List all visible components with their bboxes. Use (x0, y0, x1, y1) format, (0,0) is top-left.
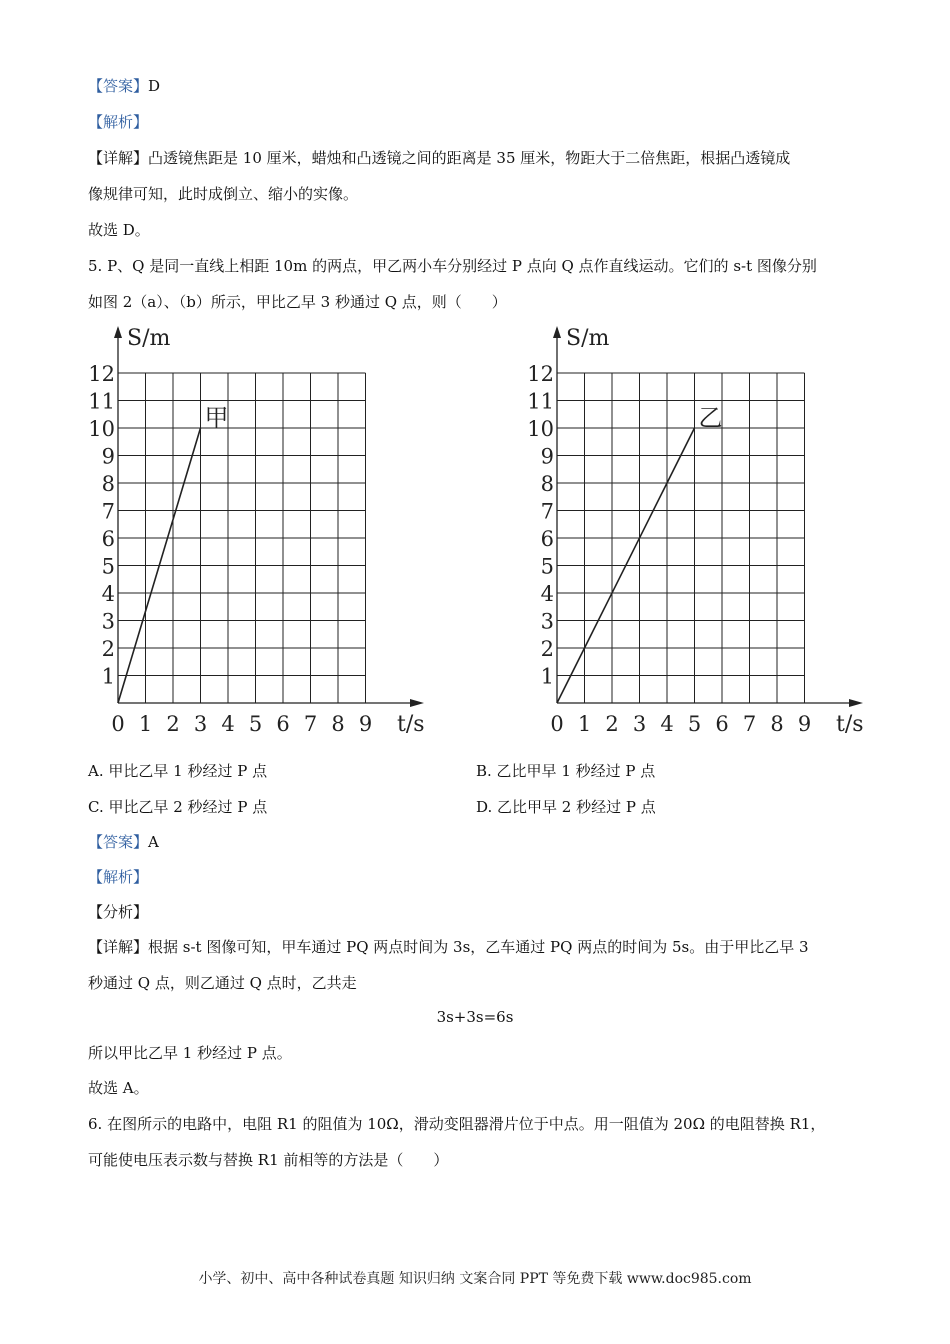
option-b: B. 乙比甲早 1 秒经过 P 点 (476, 762, 656, 780)
x-axis-label: t/s (397, 712, 425, 737)
x-tick-label: 0 (550, 712, 564, 736)
x-tick-label: 2 (605, 712, 619, 736)
y-axis-label: S/m (127, 326, 171, 351)
x-tick-label: 2 (166, 712, 180, 736)
y-axis-arrow (553, 326, 561, 338)
x-tick-label: 6 (276, 712, 290, 736)
y-tick-label: 9 (101, 444, 115, 469)
y-tick-label: 12 (527, 362, 554, 386)
y-tick-label: 1 (540, 664, 554, 689)
x-tick-label: 5 (687, 712, 702, 736)
x-tick-label: 3 (632, 712, 647, 736)
x-tick-label: 7 (742, 712, 757, 736)
option-c: C. 甲比乙早 2 秒经过 P 点 (88, 798, 268, 816)
q5-equation: 3s+3s=6s (436, 1008, 514, 1026)
q5-fenxi-tag: 【分析】 (88, 903, 149, 921)
x-tick-label: 7 (303, 712, 318, 736)
x-tick-label: 1 (577, 712, 592, 736)
y-tick-label: 5 (540, 554, 554, 579)
series-label: 甲 (204, 404, 229, 432)
q4-answer-line (88, 76, 160, 96)
x-axis-arrow (410, 699, 424, 707)
option-a: A. 甲比乙早 1 秒经过 P 点 (88, 762, 268, 780)
x-tick-label: 4 (221, 712, 235, 736)
q4-detail-line-1 (88, 148, 790, 168)
detail-tag: 【详解】 (88, 149, 149, 167)
y-tick-label: 12 (88, 362, 115, 386)
answer-value: D (148, 77, 161, 95)
option-d: D. 乙比甲早 2 秒经过 P 点 (476, 798, 656, 816)
y-tick-label: 9 (540, 444, 554, 469)
q5-detail-line-2: 秒通过 Q 点，则乙通过 Q 点时，乙共走 (88, 974, 357, 992)
answer-tag: 【答案】 (88, 77, 149, 95)
y-tick-label: 10 (527, 417, 554, 441)
answer-tag: 【答案】 (88, 833, 149, 851)
st-graph-a (88, 318, 438, 743)
y-tick-label: 11 (88, 389, 115, 414)
q4-analysis-tag: 【解析】 (88, 113, 149, 131)
q5-analysis-tag: 【解析】 (88, 868, 149, 886)
q5-conclusion: 故选 A。 (88, 1079, 149, 1097)
y-tick-label: 4 (540, 582, 554, 606)
y-tick-label: 11 (527, 389, 554, 414)
st-graph-b (527, 318, 877, 743)
y-tick-label: 7 (540, 499, 554, 524)
x-tick-label: 8 (770, 712, 784, 736)
x-tick-label: 9 (358, 712, 373, 736)
y-tick-label: 1 (101, 664, 115, 689)
x-tick-label: 5 (248, 712, 263, 736)
y-tick-label: 8 (101, 472, 115, 496)
y-tick-label: 3 (540, 609, 554, 634)
detail-tag: 【详解】 (88, 938, 149, 956)
y-tick-label: 7 (101, 499, 115, 524)
page-footer: 小学、初中、高中各种试卷真题 知识归纳 文案合同 PPT 等免费下载 www.doc985.com (198, 1271, 752, 1287)
y-tick-label: 6 (540, 527, 554, 551)
y-tick-label: 10 (88, 417, 115, 441)
q5-answer-line (88, 832, 159, 852)
detail-text: 凸透镜焦距是 10 厘米，蜡烛和凸透镜之间的距离是 35 厘米，物距大于二倍焦距，根据凸透镜成 (148, 149, 791, 167)
x-tick-label: 4 (660, 712, 674, 736)
answer-value: A (148, 833, 159, 851)
q6-stem-line-2: 可能使电压表示数与替换 R1 前相等的方法是（ ） (88, 1151, 449, 1169)
y-tick-label: 8 (540, 472, 554, 496)
x-axis-label: t/s (836, 712, 864, 737)
q4-detail-line-2: 像规律可知，此时成倒立、缩小的实像。 (88, 185, 359, 203)
y-tick-label: 2 (101, 637, 115, 661)
x-axis-arrow (849, 699, 863, 707)
detail-text: 根据 s-t 图像可知，甲车通过 PQ 两点时间为 3s，乙车通过 PQ 两点的时间为 5s。由于甲比乙早 3 (148, 938, 809, 956)
x-tick-label: 9 (797, 712, 812, 736)
x-tick-label: 1 (138, 712, 153, 736)
q5-detail-line-1 (88, 937, 809, 957)
y-tick-label: 3 (101, 609, 115, 634)
y-axis-arrow (114, 326, 122, 338)
y-axis-label: S/m (566, 326, 610, 351)
q5-detail-line-3: 所以甲比乙早 1 秒经过 P 点。 (88, 1044, 292, 1062)
x-tick-label: 3 (193, 712, 208, 736)
y-tick-label: 4 (101, 582, 115, 606)
q6-stem-line-1: 6. 在图所示的电路中，电阻 R1 的阻值为 10Ω，滑动变阻器滑片位于中点。用一阻值为 20Ω 的电阻替换 R1， (88, 1115, 826, 1133)
y-tick-label: 5 (101, 554, 115, 579)
x-tick-label: 8 (331, 712, 345, 736)
q5-stem-line-2: 如图 2（a）、（b）所示，甲比乙早 3 秒通过 Q 点，则（ ） (88, 293, 507, 311)
x-tick-label: 6 (715, 712, 729, 736)
y-tick-label: 6 (101, 527, 115, 551)
q4-conclusion: 故选 D。 (88, 221, 150, 239)
x-tick-label: 0 (111, 712, 125, 736)
y-tick-label: 2 (540, 637, 554, 661)
series-label: 乙 (698, 404, 723, 432)
q5-stem-line-1: 5. P、Q 是同一直线上相距 10m 的两点，甲乙两小车分别经过 P 点向 Q 点作直线运动。它们的 s-t 图像分别 (88, 257, 817, 275)
